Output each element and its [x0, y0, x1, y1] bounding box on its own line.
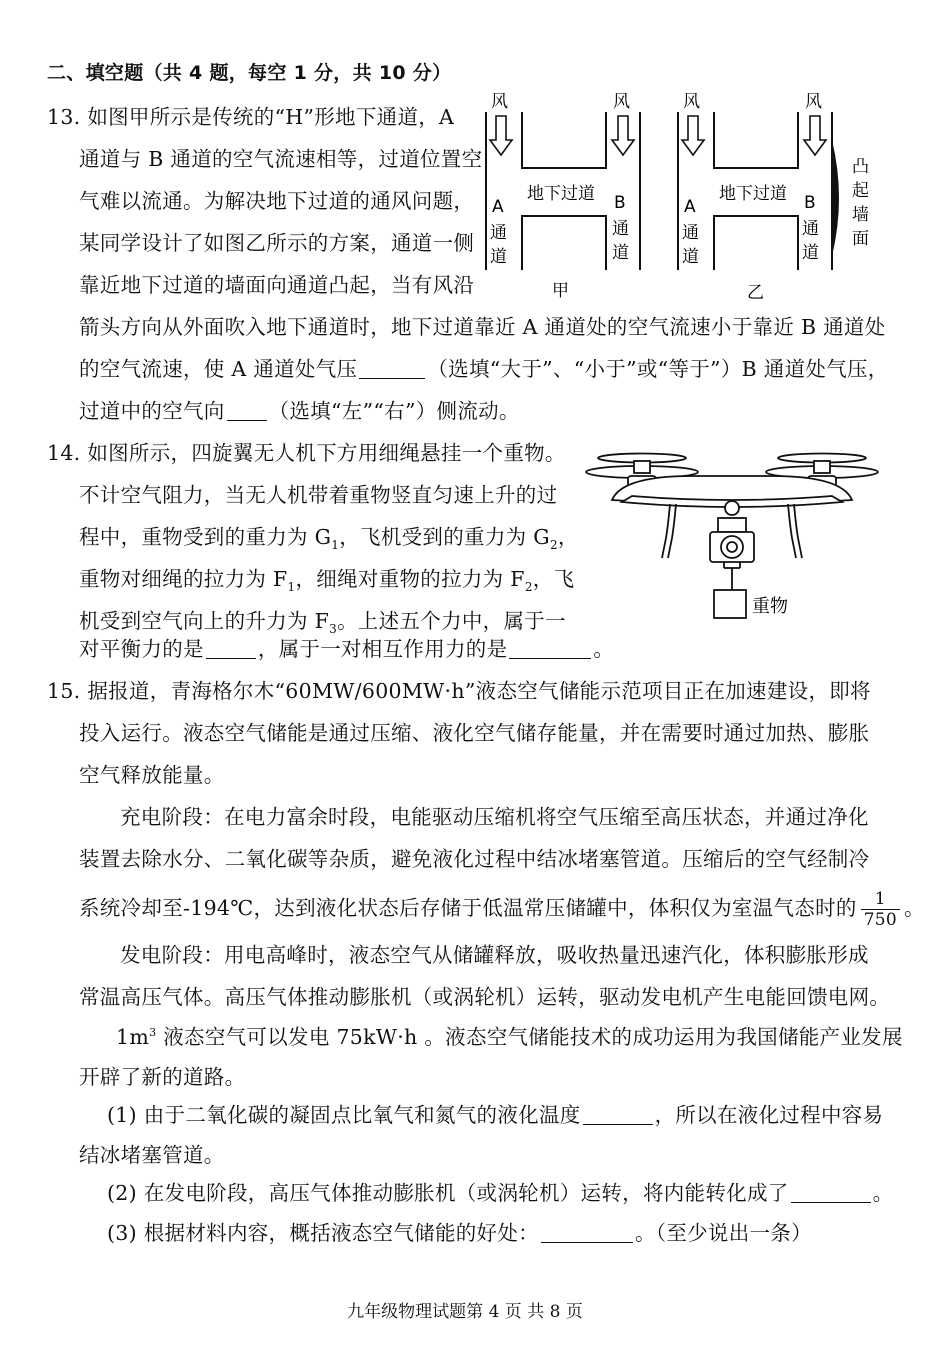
figure-jia-diagram: [478, 88, 650, 300]
fig-yi-corridor-label: 地下过道: [719, 184, 787, 204]
q14-l3a: 程中，重物受到的重力为 G: [79, 525, 332, 549]
subscript-3: 3: [329, 622, 338, 637]
fig-jia-wind-right: 风: [613, 92, 630, 112]
q14-line-6: [79, 636, 614, 662]
q13-line-4: 某同学设计了如图乙所示的方案，通道一侧: [79, 231, 475, 255]
q13-line-7-a: 的空气流速，使 A 通道处气压: [79, 357, 358, 381]
q15-line-3: 空气释放能量。: [79, 763, 225, 787]
q13-blank-2[interactable]: [227, 400, 267, 421]
q15-l9a: 1m: [116, 1025, 150, 1049]
q13-blank-1[interactable]: [359, 358, 425, 379]
fig-yi-a-label: A: [684, 197, 696, 217]
q15-s1b: ，所以在液化过程中容易: [654, 1103, 884, 1127]
fraction-denominator: 750: [863, 910, 898, 930]
fig-jia-b-chan-1: 通: [612, 219, 629, 239]
q13-line-6: 箭头方向从外面吹入地下通道时，地下过道靠近 A 通道处的空气流速小于靠近 B 通道处: [79, 315, 886, 339]
q14-line-1: 14. 如图所示，四旋翼无人机下方用细绳悬挂一个重物。: [47, 441, 566, 465]
q14-l4b: ，细绳对重物的拉力为 F: [295, 567, 525, 591]
q13-line-7: [79, 356, 889, 382]
wind-arrow-icon: [682, 116, 704, 155]
fig-jia-b-label: B: [614, 193, 626, 213]
q14-blank-1[interactable]: [206, 638, 256, 659]
q15-line-7: 发电阶段：用电高峰时，液态空气从储罐释放，吸收热量迅速汽化，体积膨胀形成: [120, 943, 869, 967]
weight-label: 重物: [752, 596, 788, 617]
section-title: 二、填空题（共 4 题，每空 1 分，共 10 分）: [47, 62, 452, 84]
q15-blank-3[interactable]: [541, 1222, 633, 1243]
q15-blank-1[interactable]: [583, 1104, 653, 1125]
wind-arrow-icon: [612, 116, 634, 155]
q14-line-5: [79, 608, 566, 637]
superscript-3: 3: [149, 1026, 157, 1040]
fig-yi-a-chan-1: 通: [682, 223, 699, 243]
q14-l6a: 对平衡力的是: [79, 637, 204, 661]
fraction-numerator: 1: [861, 889, 900, 910]
q15-s2b: 。: [872, 1181, 894, 1205]
fraction: [861, 889, 900, 930]
subscript-1: 1: [287, 580, 296, 595]
bulge-wall-shape: [832, 140, 839, 256]
q14-line-4: [79, 566, 575, 595]
q15-blank-2[interactable]: [791, 1182, 871, 1203]
q14-l6c: 。: [593, 637, 615, 661]
q15-sub-1: [107, 1102, 883, 1128]
subscript-2: 2: [549, 538, 558, 553]
q14-l6b: ，属于一对相互作用力的是: [257, 637, 508, 661]
fig-yi-b-label: B: [804, 193, 816, 213]
fig-yi-bulge-1: 凸: [852, 157, 869, 177]
q15-s3b: 。（至少说出一条）: [634, 1221, 812, 1245]
q14-l4a: 重物对细绳的拉力为 F: [79, 567, 288, 591]
wind-arrow-icon: [490, 116, 512, 155]
fig-jia-caption: 甲: [552, 281, 569, 300]
fig-yi-bulge-4: 面: [852, 229, 869, 249]
q14-l3c: ，: [557, 525, 579, 549]
q13-line-8: [79, 398, 520, 424]
q15-line-5: 装置去除水分、二氧化碳等杂质，避免液化过程中结冰堵塞管道。压缩后的空气经制冷: [79, 847, 870, 871]
q15-s2a: (2) 在发电阶段，高压气体推动膨胀机（或涡轮机）运转，将内能转化成了: [107, 1181, 789, 1205]
q15-sub-3: [107, 1220, 812, 1246]
q13-line-2: 通道与 B 通道的空气流速相等，过道位置空: [79, 147, 483, 171]
q15-line-1: 15. 据报道，青海格尔木“60MW/600MW·h”液态空气储能示范项目正在加速建设，即将: [47, 679, 871, 703]
page-footer: 九年级物理试题第 4 页 共 8 页: [347, 1302, 583, 1322]
q15-line-4: 充电阶段：在电力富余时段，电能驱动压缩机将空气压缩至高压状态，并通过净化: [120, 805, 869, 829]
fig-yi-b-chan-2: 道: [802, 243, 819, 263]
fig-yi-bulge-2: 起: [852, 181, 869, 201]
fig-yi-wind-right: 风: [805, 92, 822, 112]
q15-line-9: [116, 1024, 903, 1050]
q13-line-8-a: 过道中的空气向: [79, 399, 225, 423]
wind-arrow-icon: [804, 116, 826, 155]
fig-yi-caption: 乙: [747, 283, 764, 303]
q15-line-2: 投入运行。液态空气储能是通过压缩、液化空气储存能量，并在需要时通过加热、膨胀: [79, 721, 870, 745]
q13-line-5: 靠近地下过道的墙面向通道凸起，当有风沿: [79, 273, 475, 297]
q15-l6-end: 。: [904, 896, 925, 920]
q15-l9b: 液态空气可以发电 75kW·h 。液态空气储能技术的成功运用为我国储能产业发展: [156, 1025, 903, 1049]
fig-yi-wind-left: 风: [683, 92, 700, 112]
q14-l5b: 。上述五个力中，属于一: [337, 609, 566, 633]
q14-l4c: ，飞: [532, 567, 575, 591]
q14-l5a: 机受到空气向上的升力为 F: [79, 609, 330, 633]
fig-jia-wind-left: 风: [491, 92, 508, 112]
fig-yi-a-chan-2: 道: [682, 247, 699, 267]
fig-jia-a-chan-2: 道: [490, 247, 507, 267]
q15-l6-text: 系统冷却至-194℃，达到液化状态后存储于低温常压储罐中，体积仅为室温气态时的: [79, 896, 857, 920]
fig-jia-corridor-label: 地下过道: [527, 184, 595, 204]
q13-line-8-b: （选填“左”“右”）侧流动。: [268, 399, 520, 423]
subscript-1: 1: [331, 538, 340, 553]
q15-s1a: (1) 由于二氧化碳的凝固点比氧气和氮气的液化温度: [107, 1103, 581, 1127]
fig-yi-bulge-3: 墙: [852, 205, 869, 225]
q13-line-3: 气难以流通。为解决地下过道的通风问题，: [79, 189, 475, 213]
q14-blank-2[interactable]: [509, 638, 591, 659]
q14-line-3: [79, 524, 579, 553]
q15-line-6: [79, 886, 925, 930]
figure-yi-diagram: [670, 88, 880, 304]
q15-s3a: (3) 根据材料内容，概括液态空气储能的好处：: [107, 1221, 539, 1245]
q15-line-10: 开辟了新的道路。: [79, 1065, 246, 1089]
subscript-2: 2: [524, 580, 533, 595]
q15-line-8: 常温高压气体。高压气体推动膨胀机（或涡轮机）运转，驱动发电机产生电能回馈电网。: [79, 985, 891, 1009]
q14-l3b: ，飞机受到的重力为 G: [339, 525, 550, 549]
q13-line-7-b: （选填“大于”、“小于”或“等于”）B 通道处气压，: [427, 357, 889, 381]
fig-jia-a-chan-1: 通: [490, 223, 507, 243]
q15-sub-1-cont: 结冰堵塞管道。: [79, 1143, 225, 1167]
q13-line-1: 13. 如图甲所示是传统的“H”形地下通道，A: [47, 105, 455, 129]
fig-jia-a-label: A: [492, 197, 504, 217]
fig-yi-b-chan-1: 通: [802, 219, 819, 239]
fig-jia-b-chan-2: 道: [612, 243, 629, 263]
q15-sub-2: [107, 1180, 893, 1206]
drone-figure: [582, 446, 882, 626]
q14-line-2: 不计空气阻力，当无人机带着重物竖直匀速上升的过: [79, 483, 558, 507]
